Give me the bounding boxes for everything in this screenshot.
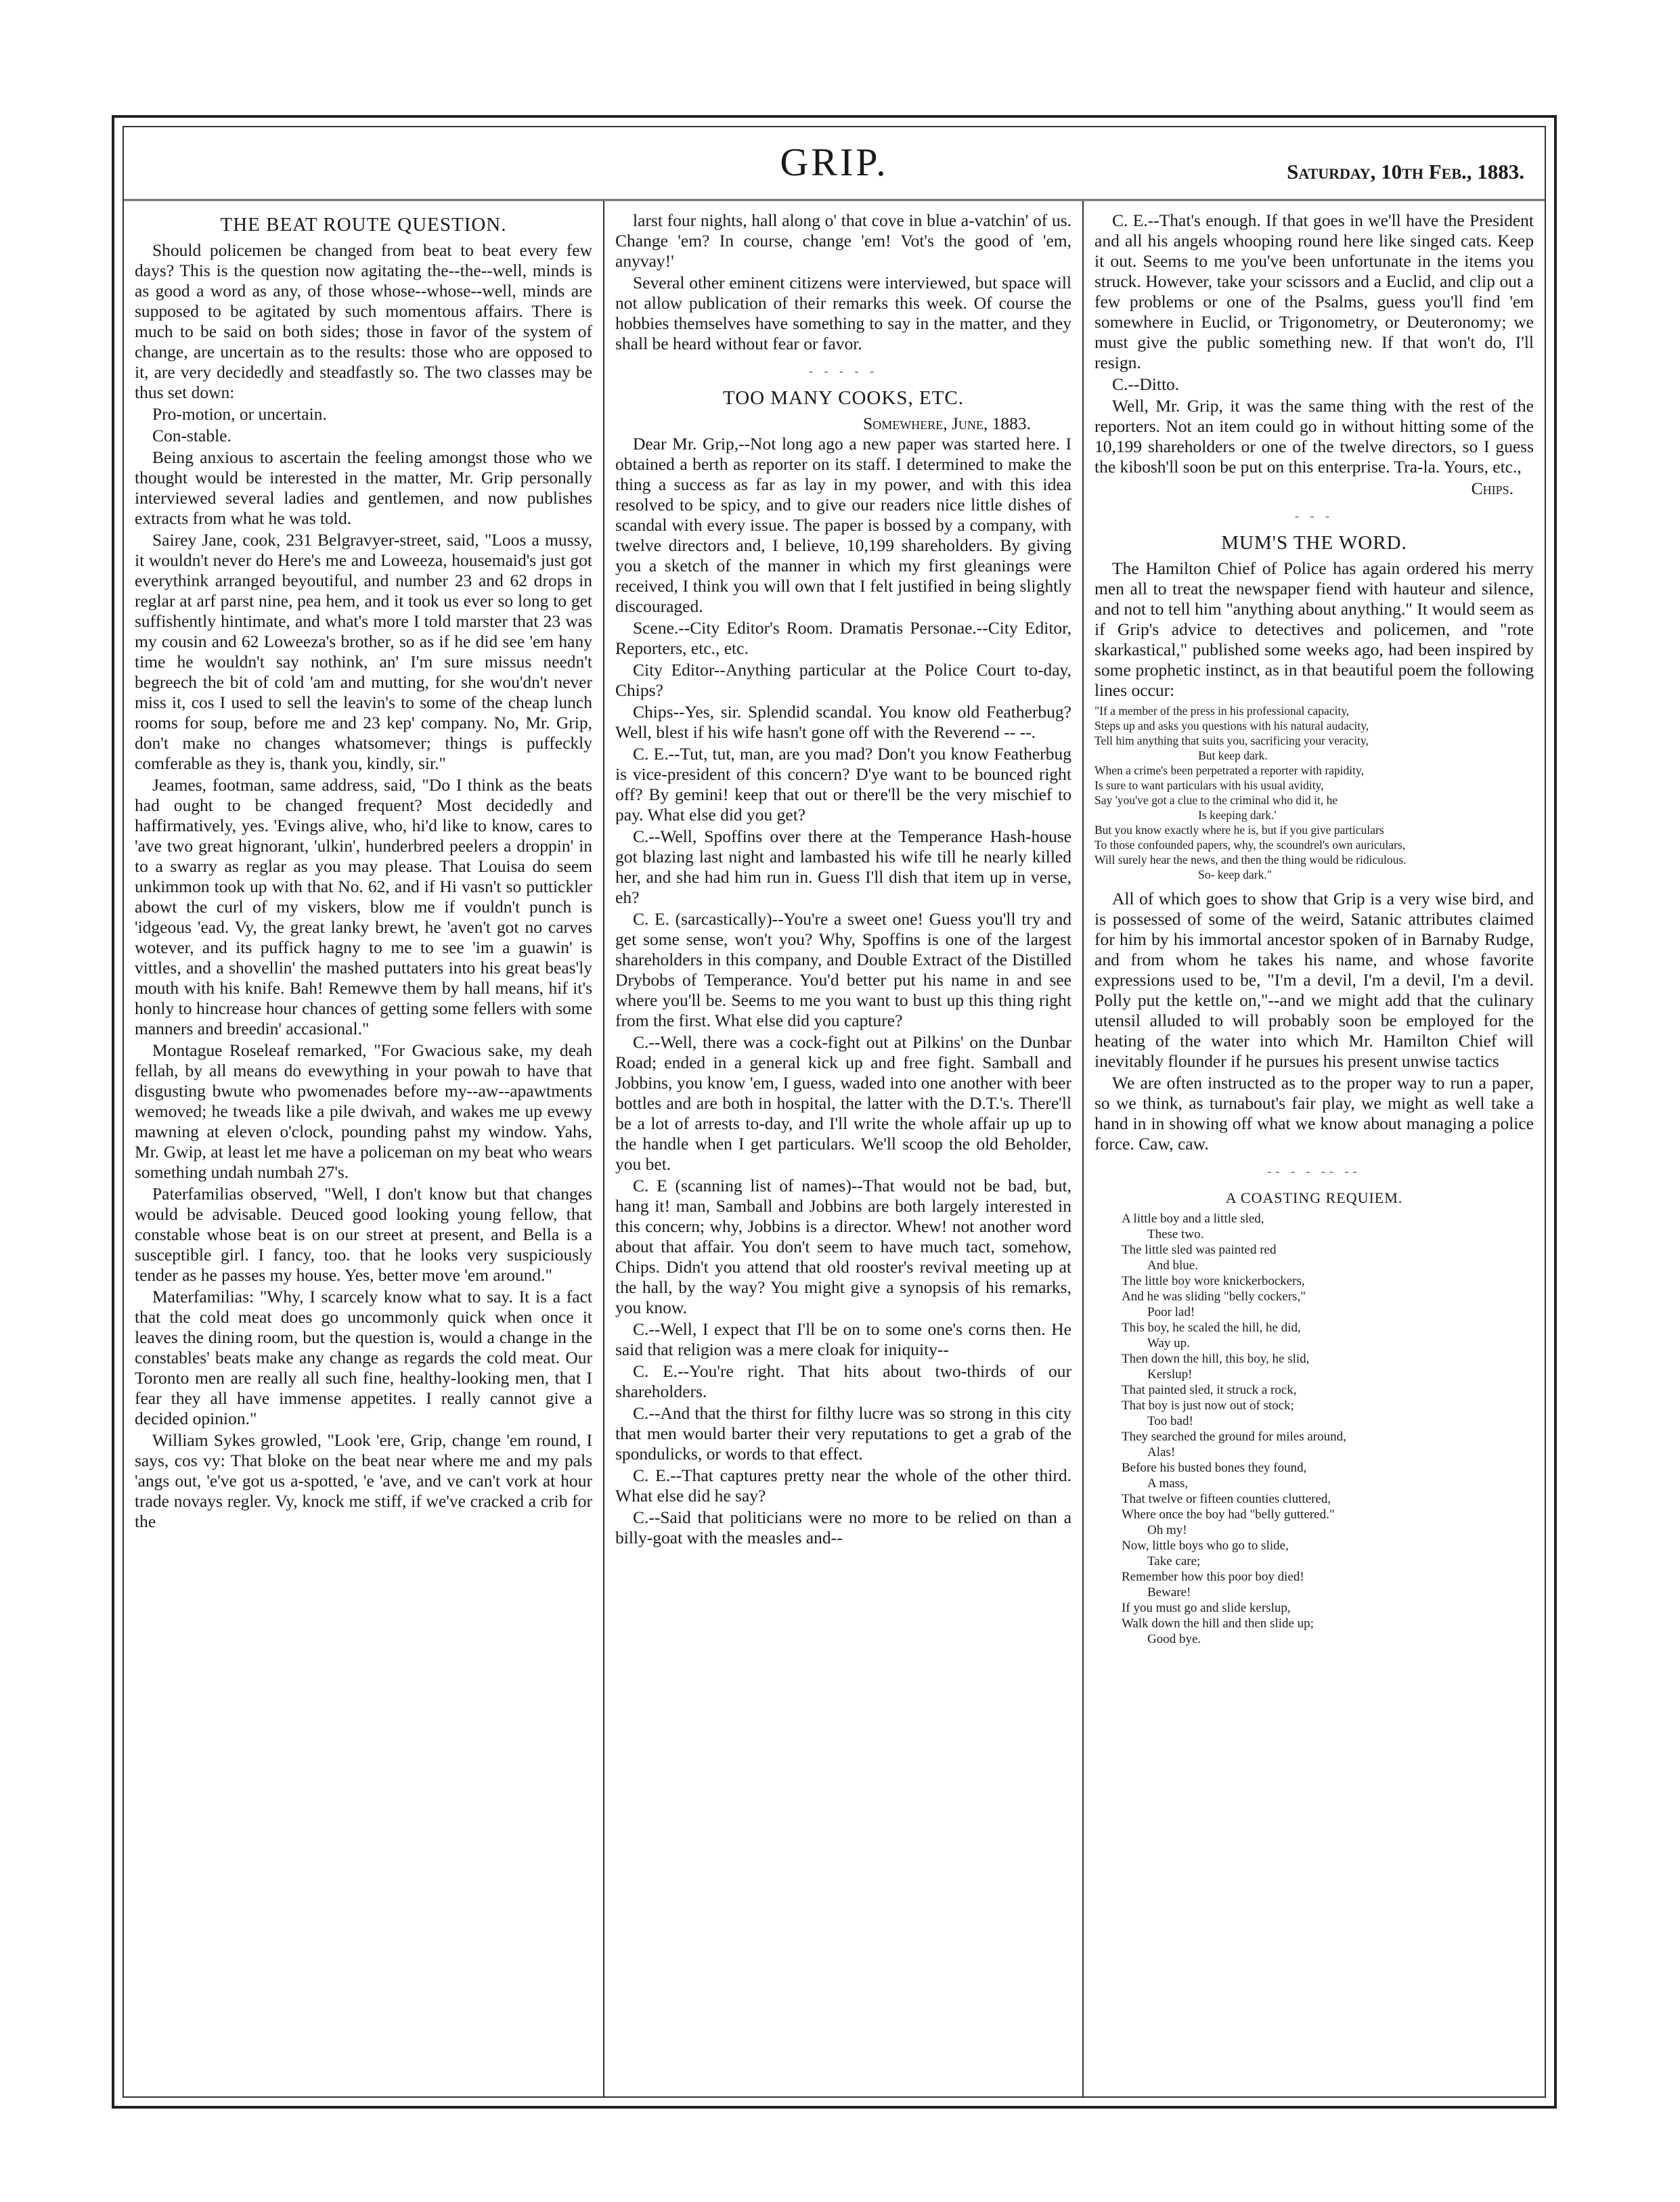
paragraph: C.--Well, there was a cock-fight out at Pilkins' on the Dunbar Road; ended in a general kick up and free fight. Samball and Jobbins, you know 'em, I guess, waded into one another with beer bottles and are both in hospital, the latter with the D.T.'s. There'll be a lot of arrests to-day, and I'll write the whole affair up up to the handle when I get particulars. We'll scoop the old Beholder, you bet.: [615, 1032, 1071, 1174]
verse-line: Is sure to want particulars with his usual avidity,: [1095, 778, 1324, 792]
paragraph: Montague Roseleaf remarked, "For Gwacious sake, my deah fellah, by all means do evewything in your powah to have that disgusting bwute who pwomenades before my--aw--apawtments wemoved; he tweads like a pile dwivah, and wakes me up evewy mawning at eleven o'clock, pounding pahst my window. Yahs, Mr. Gwip, at least let me have a policeman on my beat who wears something undah numbah 27's.: [135, 1040, 592, 1182]
poem-title: A COASTING REQUIEM.: [1225, 1189, 1403, 1206]
verse-line: Alas!: [1122, 1445, 1176, 1459]
article-title-beat-route: THE BEAT ROUTE QUESTION.: [220, 214, 507, 236]
paragraph: C. E.--Tut, tut, man, are you mad? Don't you know Featherbug is vice-president of this concern? D'ye want to be bounced right off? By gemini! keep that out or there'll be the very mischief to pay. What else did you get?: [615, 744, 1071, 824]
verse-line: Where once the boy had "belly guttered.": [1122, 1507, 1335, 1522]
column-3: [1084, 201, 1545, 2096]
page-frame: [123, 126, 1546, 2098]
verse-line: Say 'you've got a clue to the criminal who did it, he: [1095, 793, 1338, 807]
paragraph: Chips--Yes, sir. Splendid scandal. You know old Featherbug? Well, blest if his wife hasn't gone off with the Reverend -- --.: [615, 702, 1071, 742]
article-title-too-many-cooks: TOO MANY COOKS, ETC.: [723, 387, 964, 409]
paragraph: C.--Ditto.: [1112, 374, 1180, 394]
section-divider: - - -: [1295, 509, 1333, 523]
paragraph: Paterfamilias observed, "Well, I don't know but that changes would be advisable. Deuced good looking young fellow, that constable whose beat is on our street at present, and Bella is a susceptible girl. I fancy, too. that he looks very suspiciously tender as he passes my house. Yes, better move 'em around.": [135, 1184, 592, 1285]
verse-line: Poor lad!: [1122, 1305, 1195, 1319]
paragraph: C.--Said that politicians were no more to be relied on than a billy-goat with the measles and--: [615, 1507, 1071, 1547]
verse-line: Good bye.: [1122, 1632, 1201, 1646]
too-many-cooks-body: [615, 434, 1071, 1548]
verse-line: Oh my!: [1122, 1523, 1187, 1537]
paragraph: Dear Mr. Grip,--Not long ago a new paper was started here. I obtained a berth as reporter on its staff. I determined to make the thing a success as far as lay in my power, and with this idea resolved to be spicy, and to give our readers nice little dishes of scandal with every issue. The paper is bossed by a company, with twelve directors and, I believe, 10,199 shareholders. By giving you a sketch of the manner in which my first gleanings were received, I think you will own that I felt justified in being slightly discouraged.: [615, 434, 1071, 616]
section-divider: -- - - -- --: [1267, 1164, 1361, 1178]
signature: Chips.: [1471, 479, 1513, 498]
verse-line: They searched the ground for miles around,: [1122, 1430, 1346, 1444]
verse-line: Beware!: [1122, 1585, 1191, 1600]
verse-line: Tell him anything that suits you, sacrificing your veracity,: [1095, 734, 1369, 747]
verse-line: Before his busted bones they found,: [1122, 1461, 1307, 1475]
quoted-verse: [1095, 703, 1534, 882]
verse-line: Walk down the hill and then slide up;: [1122, 1616, 1314, 1631]
paragraph: C.--And that the thirst for filthy lucre was so strong in this city that men would barter their very reputations to get a grab of the spondulicks, or words to that effect.: [615, 1403, 1071, 1463]
verse-line: If you must go and slide kerslup,: [1122, 1601, 1291, 1615]
verse-line: Is keeping dark.': [1095, 808, 1277, 822]
paragraph: C. E. (sarcastically)--You're a sweet one! Guess you'll try and get some sense, won't you? Why, Spoffins is one of the largest shareholders in this company, and Double Extract of the Distilled Drybobs of Temperance. You'd better put his name in and see where you'll be. Seems to me you want to bust up this thing right from the first. What else did you capture?: [615, 909, 1071, 1030]
paragraph: Con-stable.: [152, 426, 231, 445]
paragraph: Sairey Jane, cook, 231 Belgravyer-street, said, "Loos a mussy, it wouldn't never do Here's me and Loweeza, housemaid's just got everythink arranged beyoutiful, and number 23 and 62 drops in reglar at arf parst nine, pea hem, and it took us ever so long to get suffishently hintimate, and what's more I told marster that 23 was my cousin and 62 Loweeza's brother, so as if he did see 'em hany time he wouldn't say nothink, an' I'm sure missus needn't begreech the bit of cold 'am and mutting, for she wou'dn't never miss it, cos I used to sell the leavin's to some of the cheap lunch rooms for soup, before me and 23 kep' company. No, Mr. Grip, don't make no changes whatsomever; things is puffeckly comferable as they is, thank you, kindly, sir.": [135, 530, 592, 773]
coasting-requiem-poem: [1095, 1211, 1534, 1647]
newspaper-page: [112, 115, 1557, 2109]
verse-line: Take care;: [1122, 1554, 1201, 1568]
verse-line: That twelve or fifteen counties cluttered,: [1122, 1492, 1331, 1506]
verse-line: And blue.: [1122, 1258, 1198, 1273]
verse-line: So- keep dark.": [1095, 868, 1272, 881]
paragraph: C. E.--That captures pretty near the whole of the other third. What else did he say?: [615, 1466, 1071, 1505]
verse-line: The little sled was painted red: [1122, 1243, 1277, 1257]
verse-line: Way up.: [1122, 1336, 1190, 1350]
paragraph: All of which goes to show that Grip is a very wise bird, and is possessed of some of the weird, Satanic attributes claimed for him by his immortal ancestor spoken of in Barnaby Rudge, and from whom he takes his name, and whose favorite expressions used to be, "I'm a devil, I'm a devil, I'm a devil. Polly put the kettle on,"--and we might add that the culinary utensil alluded to will probably soon be employed for the heating of the water into which Mr. Hamilton Chief will inevitably flounder if he pursues his present unwise tactics: [1095, 889, 1534, 1071]
paragraph: City Editor--Anything particular at the Police Court to-day, Chips?: [615, 660, 1071, 700]
paragraph: C. E.--You're right. That hits about two-thirds of our shareholders.: [615, 1361, 1071, 1401]
too-many-cooks-continued: [1095, 211, 1534, 477]
dateline: Somewhere, June, 1883.: [863, 414, 1031, 433]
verse-line: The little boy wore knickerbockers,: [1122, 1274, 1305, 1288]
paragraph: larst four nights, hall along o' that cove in blue a-vatchin' of us. Change 'em? In course, change 'em! Vot's the good of 'em, anyvay!': [615, 211, 1071, 271]
mums-intro: The Hamilton Chief of Police has again ordered his merry men all to treat the newspaper fiend with hauteur and silence, and not to tell him "anything about anything." It would seem as if Grip's advice to detectives and policemen, and "rote skarkastical," published some weeks ago, had been inspired by some prophetic instinct, as in that beautiful poem the following lines occur:: [1095, 558, 1534, 700]
paragraph: We are often instructed as to the proper way to run a paper, so we think, as turnabout's fair play, we might as well take a hand in in showing off what we know about managing a police force. Caw, caw.: [1095, 1073, 1534, 1153]
paragraph: C. E.--That's enough. If that goes in we'll have the President and all his angels whooping round here like singed cats. Keep it out. Seems to me you've been unfortunate in the items you struck. However, take your scissors and a Euclid, and clip out a few problems or one of the Psalms, guess you'll find 'em somewhere in Euclid, or Trigonometry, or Deuteronomy; we must give the public something new. If that won't do, I'll resign.: [1095, 211, 1534, 372]
paragraph: Should policemen be changed from beat to beat every few days? This is the question now agitating the--the--well, minds is as good a word as any, of those whose--whose--well, minds are supposed to be agitated by such momentous affairs. There is much to be said on both sides; those in favor of the system of change, are uncertain as to the results: those who are opposed to it, are very decidedly and steadfastly so. The two classes may be thus set down:: [135, 240, 592, 402]
verse-line: This boy, he scaled the hill, he did,: [1122, 1321, 1301, 1335]
verse-line: That painted sled, it struck a rock,: [1122, 1383, 1297, 1397]
verse-line: "If a member of the press in his professional capacity,: [1095, 704, 1350, 718]
verse-line: A little boy and a little sled,: [1122, 1212, 1264, 1226]
mums-body: [1095, 889, 1534, 1154]
verse-line: Remember how this poor boy died!: [1122, 1570, 1304, 1584]
beat-route-continued: [615, 211, 1071, 354]
paragraph: Several other eminent citizens were interviewed, but space will not allow publication of their remarks this week. Of course the hobbies themselves have something to say in the matter, and they shall be heard without fear or favor.: [615, 273, 1071, 353]
beat-route-body: [135, 240, 592, 1532]
verse-line: To those confounded papers, why, the scoundrel's own auriculars,: [1095, 838, 1406, 852]
publication-title: GRIP.: [780, 140, 889, 184]
verse-line: And he was sliding "belly cockers,": [1122, 1290, 1306, 1304]
paragraph: Pro-motion, or uncertain.: [152, 404, 327, 424]
column-1: [124, 201, 604, 2096]
paragraph: C.--Well, I expect that I'll be on to some one's corns then. He said that religion was a mere cloak for iniquity--: [615, 1319, 1071, 1359]
verse-line: When a crime's been perpetrated a reporter with rapidity,: [1095, 764, 1365, 777]
verse-line: Steps up and asks you questions with his natural audacity,: [1095, 719, 1369, 732]
paragraph: William Sykes growled, "Look 'ere, Grip, change 'em round, I says, cos vy: That bloke on the beat near where me and my pals 'angs out, 'e've got us a-spotted, 'e 'ave, and ve can't vork at hour trade novays regler. Vy, knock me stiff, if we've cracked a crib for the: [135, 1430, 592, 1531]
verse-line: Now, little boys who go to slide,: [1122, 1539, 1289, 1553]
article-title-mums-the-word: MUM'S THE WORD.: [1221, 532, 1407, 554]
issue-date: Saturday, 10th Feb., 1883.: [1287, 160, 1524, 183]
column-2: [604, 201, 1084, 2096]
paragraph: C.--Well, Spoffins over there at the Temperance Hash-house got blazing last night and lambasted his wife till he nearly killed her, and she had him run in. Guess I'll dish that item up in verse, eh?: [615, 827, 1071, 907]
verse-line: Then down the hill, this boy, he slid,: [1122, 1352, 1310, 1366]
verse-line: These two.: [1122, 1227, 1204, 1241]
verse-line: But you know exactly where he is, but if you give particulars: [1095, 823, 1384, 837]
verse-line: Kerslup!: [1122, 1367, 1193, 1382]
verse-line: That boy is just now out of stock;: [1122, 1399, 1294, 1413]
verse-line: But keep dark.: [1095, 749, 1268, 762]
verse-line: A mass,: [1122, 1476, 1189, 1491]
verse-line: Too bad!: [1122, 1414, 1193, 1428]
paragraph: Scene.--City Editor's Room. Dramatis Personae.--City Editor, Reporters, etc., etc.: [615, 618, 1071, 658]
columns: [124, 201, 1545, 2096]
paragraph: Materfamilias: "Why, I scarcely know what to say. It is a fact that the cold meat does go uncommonly quick when once it leaves the dining room, but the question is, would a change in the constables' beats make any change as regards the cold meat. Our Toronto men are really all such fine, healthy-looking men, that I fear they all have immense appetites. I really cannot give a decided opinion.": [135, 1287, 592, 1428]
paragraph: Jeames, footman, same address, said, "Do I think as the beats had ought to be changed frequent? Most decidedly and haffirmatively, yes. 'Evings alive, who, hi'd like to know, cares to 'ave two great hignorant, 'ulkin', hunderbred peelers a droppin' in to a swarry as reglar as you may please. That Louisa do seem unkimmon took up with that No. 62, and if Hi vasn't so puttickler abowt the curl of my viskers, blow me if vouldn't punch is 'idgeous 'ead. Vy, the great lanky brewt, he 'aven't got no carves wotever, and its puffick hagny to me to see 'im a guawin' is vittles, and a shovellin' the mashed puttaters into his great beas'ly mouth with his knife. Bah! Remewve them by hall means, hif it's honly to hincrease hour chances of getting some fellers with some manners and breedin' accasional.": [135, 775, 592, 1038]
verse-line: Will surely hear the news, and then the thing would be ridiculous.: [1095, 853, 1407, 866]
section-divider: - - - - -: [809, 364, 878, 378]
paragraph: Well, Mr. Grip, it was the same thing with the rest of the reporters. Not an item could go in without hitting some of the 10,199 shareholders or one of the twelve directors, so I guess the kibosh'll soon be put on this enterprise. Tra-la. Yours, etc.,: [1095, 396, 1534, 477]
paragraph: Being anxious to ascertain the feeling amongst those who we thought would be interested in the matter, Mr. Grip personally interviewed several ladies and gentlemen, and now publishes extracts from what he was told.: [135, 447, 592, 528]
paragraph: C. E (scanning list of names)--That would not be bad, but, hang it! man, Samball and Jobbins are both largely interested in this concern; why, Jobbins is a director. Whew! not another word about that affair. You don't seem to have much tact, somehow, Chips. Didn't you attend that old rooster's revival meeting up at the hall, by the way? You might give a synopsis of his remarks, you know.: [615, 1176, 1071, 1317]
masthead: [124, 127, 1545, 201]
